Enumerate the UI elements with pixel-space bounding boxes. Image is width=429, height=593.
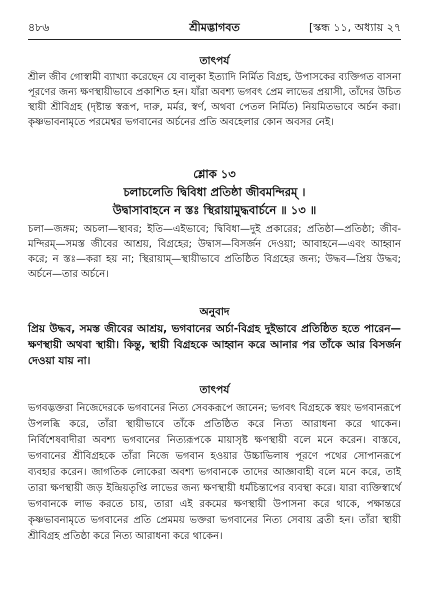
section-heading-purport-1: তাৎপর্য [199,55,230,67]
translation-heading: অনুবাদ [199,306,230,318]
purport-paragraph-2: ভগবদ্ভক্তরা নিজেদেরকে ভগবানের নিত্য সেবকরূপে জানেন; ভগবৎ বিগ্রহকে স্বয়ং ভগবানরূপে উপলব্ধি করে, তাঁরা স্থায়ীভাবে তাঁকে প্রতিষ্ঠিত করে নিত্য আরাধনা করে থাকেন। নির্বিশেষবাদীরা অবশ্য ভগবানের নিত্যরূপকে মায়াসৃষ্ট ক্ষণস্থায়ী বলে মনে করেন। বাস্তবে, ভগবানের শ্রীবিগ্রহকে তাঁরা নিজে ভগবান হওয়ার উচ্চাভিলাষ পূরণে পথের সোপানরূপে ব্যবহার করেন। জাগতিক লোকেরা অবশ্য ভগবানকে তাদের আজ্ঞাবাহী বলে মনে করে, তাই তারা ক্ষণস্থায়ী জড় ইন্দ্রিয়তৃপ্তি লাভের জন্য ক্ষণস্থায়ী ধর্মচিন্তাপের ব্যবস্থা করে। যারা ব্যক্তিস্বার্থে ভগবানকে লাভ করতে চায়, তারা এই রকমের ক্ষণস্থায়ী উপাসনা করে থাকে, পক্ষান্তরে কৃষ্ণভাবনামৃতে ভগবানের প্রতি প্রেমময় ভক্তরা ভগবানের নিত্য সেবায় ব্রতী হন। তাঁরা স্থায়ী শ্রীবিগ্রহ প্রতিষ্ঠা করে নিত্য আরাধনা করে থাকেন। [28,403,401,542]
page-header [28,20,401,36]
translation-text: প্রিয় উদ্ধব, সমস্ত জীবের আশ্রয়, ভগবানের অর্চা-বিগ্রহ দুইভাবে প্রতিষ্ঠিত হতে পারেন—ক্ষণস্থায়ী অথবা স্থায়ী। কিন্তু, স্থায়ী বিগ্রহকে আহ্বান করে আনার পর তাঁকে আর বিসর্জন দেওয়া যায় না। [28,323,401,367]
word-meanings: চলা—জঙ্গম; অচলা—স্থাবর; ইতি—এইভাবে; দ্বিবিধা—দুই প্রকারের; প্রতিষ্ঠা—প্রতিষ্ঠা; জীব-মন্দিরম্—সমস্ত জীবের আশ্রয়, বিগ্রহের; উদ্বাস—বিসর্জন দেওয়া; আবাহনে—এবং আহ্বান করে; ন স্তঃ—করা হয় না; স্থিরায়াম্—স্থায়ীভাবে প্রতিষ্ঠিত বিগ্রহের জন্য; উদ্ধব—প্রিয় উদ্ধব; অর্চনে—তার অর্চনে। [28,224,401,280]
purport-heading: তাৎপর্য [199,384,230,396]
page-number: ৪৮৬ [28,21,50,34]
purport-paragraph-1: শ্রীল জীব গোস্বামী ব্যাখ্যা করেছেন যে বালুকা ইত্যাদি নির্মিত বিগ্রহ, উপাসকের ব্যক্তিগত বাসনা পূরণের জন্য ক্ষণস্থায়ীভাবে প্রকাশিত হন। যাঁরা অবশ্য ভগবৎ প্রেম লাভের প্রয়াসী, তাঁদের উচিত স্থায়ী শ্রীবিগ্রহ (দৃষ্টান্ত স্বরূপ, দারু, মর্মর, স্বর্ণ, অথবা পেতল নির্মিত) নিয়মিতভাবে অর্চন করা। কৃষ্ণভাবনামৃতে পরমেশ্বর ভগবানের অর্চনের প্রতি অবহেলার কোন অবসর নেই। [28,72,401,128]
book-title: শ্রীমদ্ভাগবত [189,21,240,34]
header-rule [28,39,401,40]
verse-line-2: উদ্বাসাবাহনে ন স্তঃ স্থিরায়ামুদ্ধবার্চনে ॥ ১৩ ॥ [112,203,317,217]
verse-number: শ্লোক ১৩ [193,167,236,181]
verse-text [28,183,401,219]
verse-line-1: চলাচলেতি দ্বিবিধা প্রতিষ্ঠা জীবমন্দিরম্ । [123,185,306,199]
chapter-reference: [স্কন্ধ ১১, অধ্যায় ২৭ [308,21,401,34]
